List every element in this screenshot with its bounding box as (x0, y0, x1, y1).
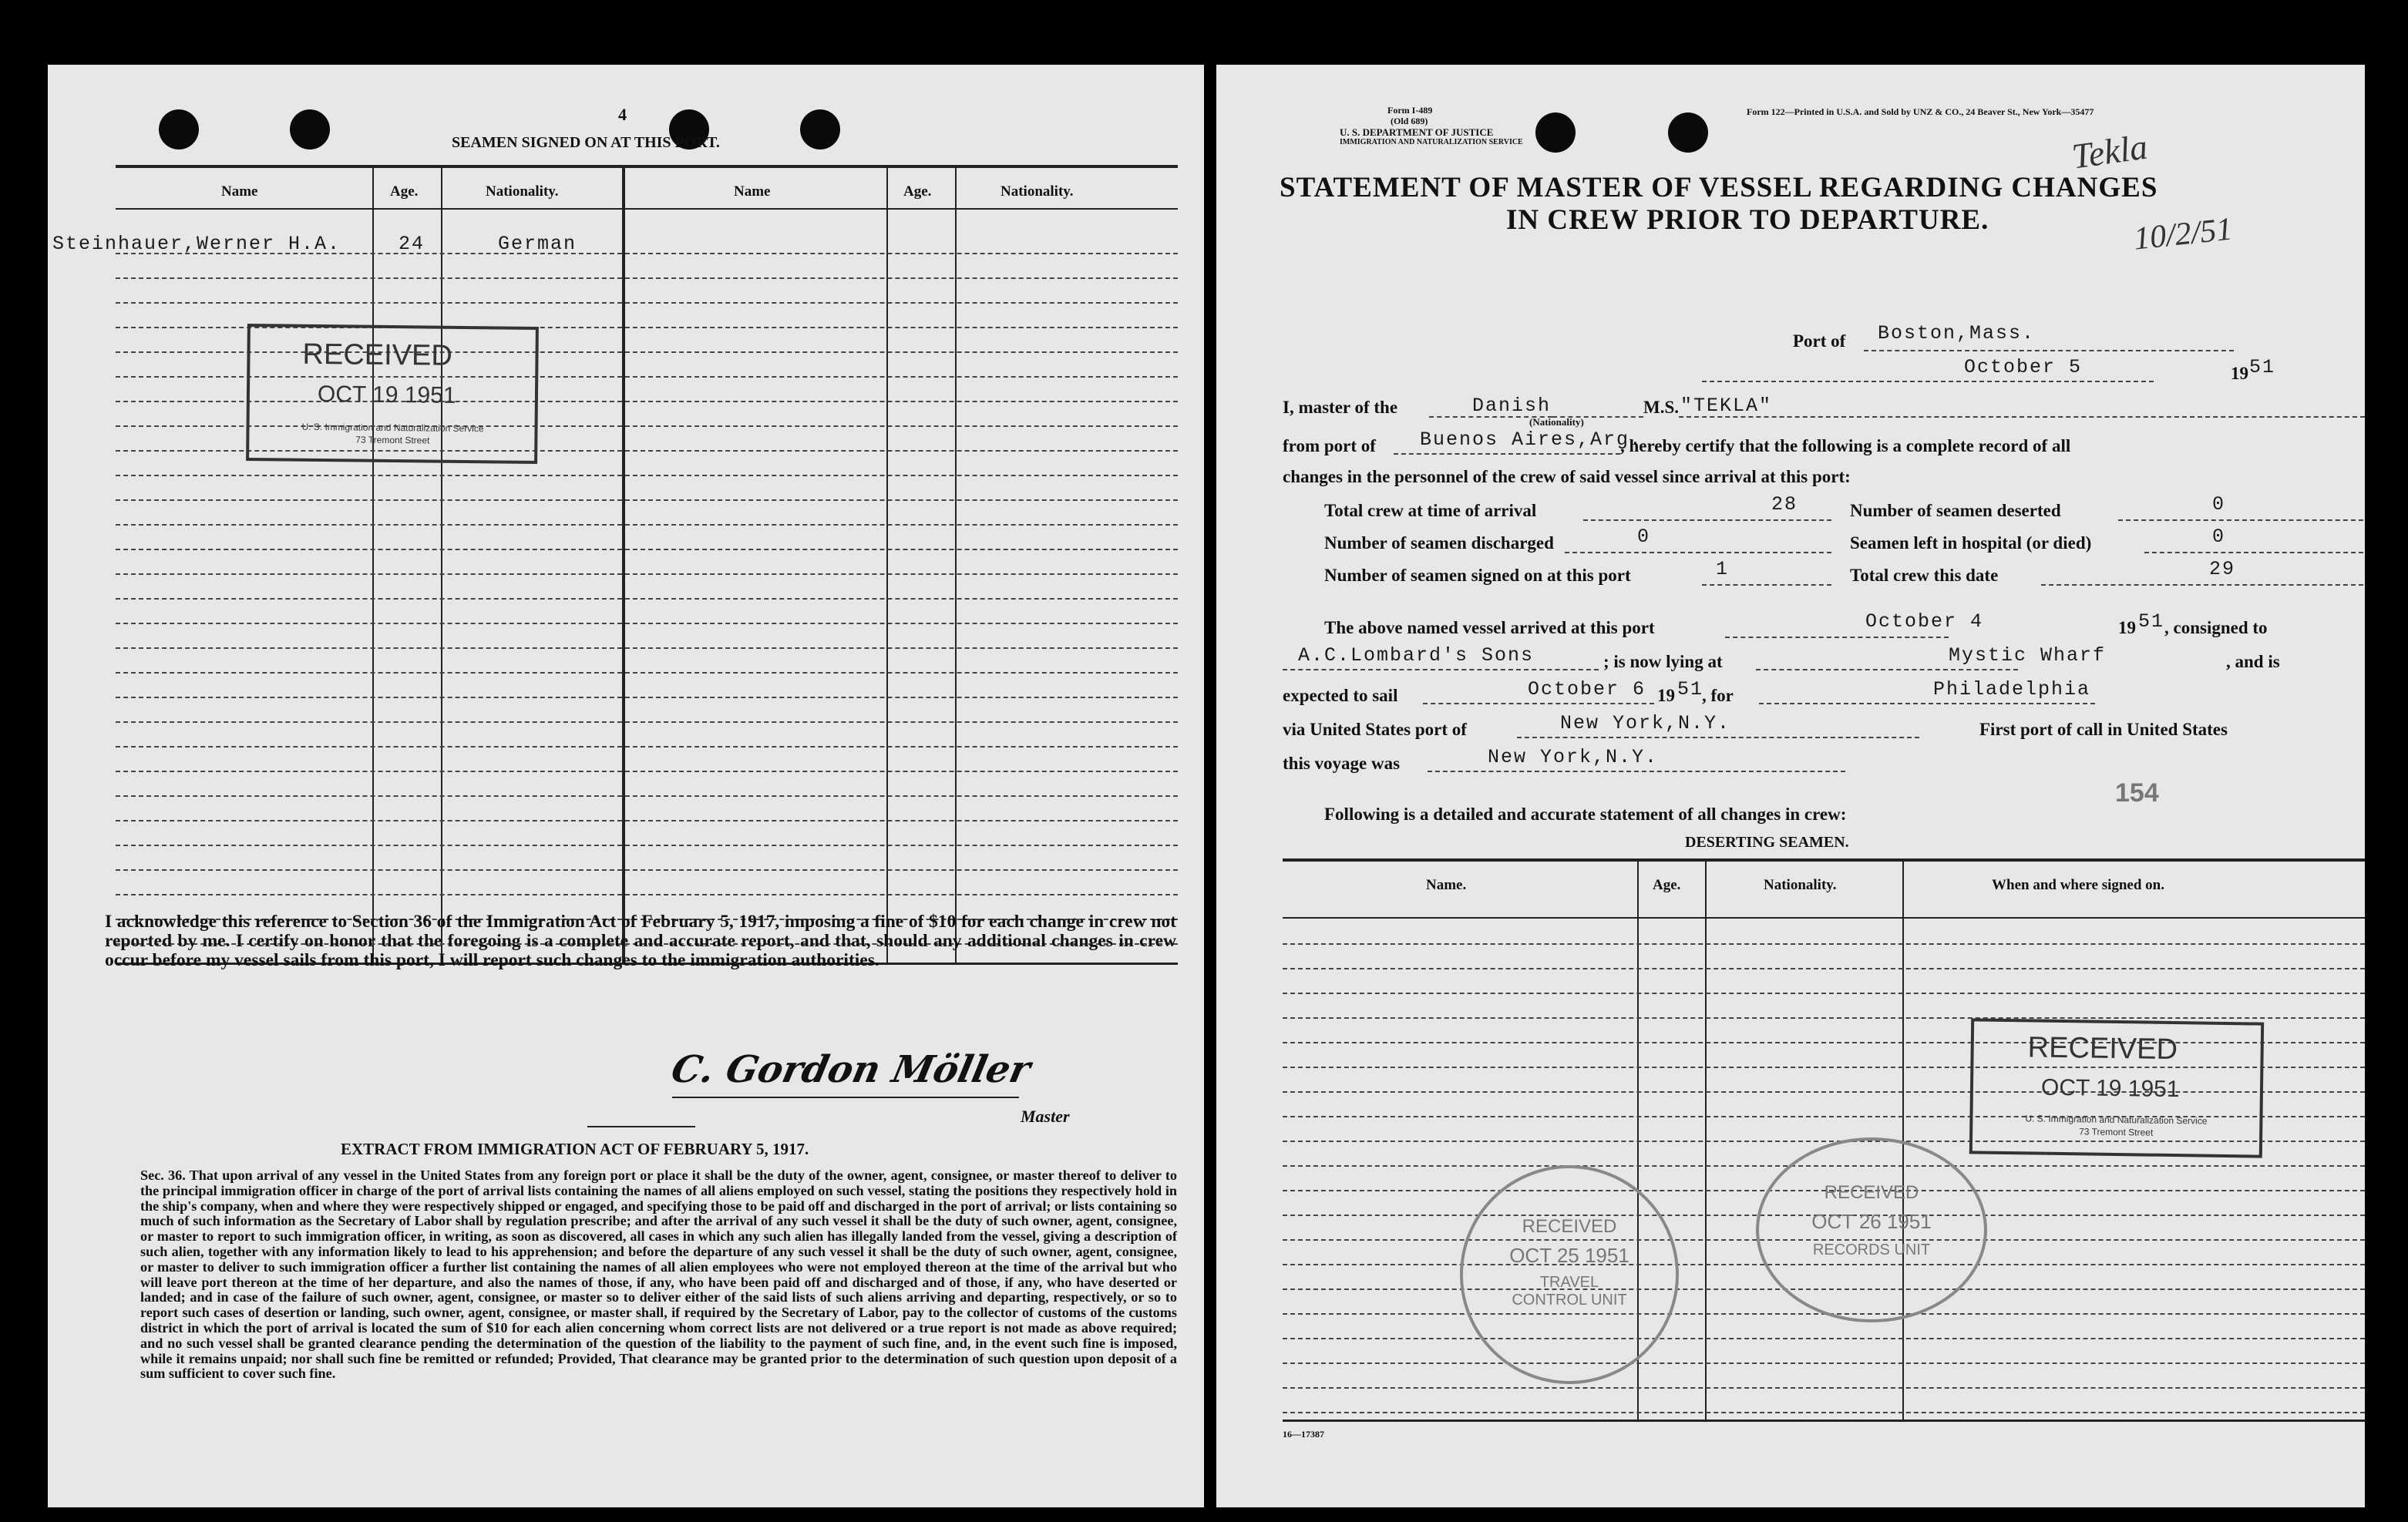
row-line (116, 475, 1178, 476)
row-line (1283, 1338, 2365, 1339)
punch-hole (290, 109, 330, 150)
nationality-caption: (Nationality) (1529, 416, 1584, 428)
master-label: I, master of the (1283, 398, 1398, 417)
row-line (116, 598, 1178, 600)
entry-nationality: German (498, 233, 577, 255)
row-line (116, 697, 1178, 698)
printer-line: Form 122—Printed in U.S.A. and Sold by UNZ & CO., 24 Beaver St., New York—35477 (1747, 106, 2094, 117)
total-crew-date-label: Total crew this date (1850, 566, 1999, 585)
punch-hole (1668, 113, 1708, 153)
circle1-date: OCT 25 1951 (1509, 1244, 1629, 1267)
row-line (116, 771, 1178, 772)
voyage-label: this voyage was (1283, 754, 1401, 773)
row-line (116, 795, 1178, 797)
col-header-name-2: Name (734, 183, 771, 200)
row-line (1283, 993, 2365, 994)
row-line (1283, 1362, 2365, 1364)
changes-text: changes in the personnel of the crew of said vessel since arrival at this port: (1283, 467, 1851, 486)
records-unit-stamp (1756, 1137, 1987, 1322)
stamp-date: OCT 19 1951 (317, 381, 456, 408)
left-page (48, 65, 1204, 1507)
stamp-line1: U. S. Immigration and Naturalization Service (301, 421, 484, 435)
page-number: 4 (618, 105, 627, 124)
year-value: 51 (2249, 356, 2276, 378)
travel-control-stamp (1460, 1165, 1679, 1384)
port-value: Boston,Mass. (1878, 322, 2036, 344)
arrived-year: 51 (2138, 610, 2165, 633)
discharged-value: 0 (1637, 526, 1651, 548)
footer-code: 16—17387 (1283, 1429, 1324, 1440)
row-line (116, 277, 1178, 279)
following-text: Following is a detailed and accurate statement of all changes in crew: (1324, 805, 1847, 824)
table-top-rule (116, 165, 1178, 168)
right-page (1216, 65, 2365, 1507)
lying-at: Mystic Wharf (1949, 644, 2107, 667)
date-value: October 5 (1964, 356, 2083, 378)
col-header-nationality: Nationality. (486, 183, 559, 200)
consignee: A.C.Lombard's Sons (1298, 644, 1535, 667)
arrived-year-prefix: 19 (2118, 618, 2136, 637)
arrived-label: The above named vessel arrived at this port (1324, 618, 1655, 637)
hospital-value: 0 (2212, 526, 2226, 548)
row-line (116, 302, 1178, 304)
received-stamp-right (1969, 1018, 2264, 1157)
row-line (116, 746, 1178, 748)
handwritten-vessel: Tekla (2069, 126, 2151, 176)
circle2-unit: RECORDS UNIT (1812, 1241, 1931, 1258)
col-header-nationality-r: Nationality. (1764, 877, 1837, 893)
circle2-date: OCT 26 1951 (1811, 1210, 1932, 1233)
nationality-value: Danish (1472, 395, 1552, 417)
stamp-line1-r: U. S. Immigration and Naturalization Service (2025, 1113, 2208, 1127)
row-line (116, 869, 1178, 871)
consigned-label: , consigned to (2164, 618, 2268, 637)
col-header-age-r: Age. (1653, 877, 1681, 893)
form-number: Form I-489 (1387, 105, 1433, 116)
from-port-label: from port of (1283, 436, 1376, 455)
circle1-unit: TRAVEL CONTROL UNIT (1512, 1274, 1627, 1309)
stamp-title: RECEIVED (302, 338, 453, 372)
form-old: (Old 689) (1391, 116, 1428, 126)
received-stamp (246, 324, 539, 464)
row-line (116, 894, 1178, 895)
stamp-line2: 73 Tremont Street (355, 434, 430, 446)
total-crew-date: 29 (2209, 558, 2236, 580)
stamp-date-r: OCT 19 1951 (2040, 1074, 2180, 1103)
row-line (1283, 943, 2365, 945)
row-line (116, 549, 1178, 550)
total-crew-arrival-label: Total crew at time of arrival (1324, 501, 1537, 520)
sail-date: October 6 (1528, 678, 1646, 701)
via-label: via United States port of (1283, 720, 1467, 739)
first-port: New York,N.Y. (1488, 746, 1659, 768)
circle1-received: RECEIVED (1522, 1216, 1617, 1237)
stamp-number: 154 (2115, 778, 2159, 808)
for-label: , for (1702, 686, 1734, 705)
total-crew-arrival: 28 (1771, 493, 1798, 516)
entry-name: Steinhauer,Werner H.A. (52, 233, 341, 255)
punch-hole (159, 109, 199, 150)
expected-label: expected to sail (1283, 686, 1398, 705)
department: U. S. DEPARTMENT OF JUSTICE (1340, 126, 1494, 138)
ms-prefix: M.S. (1643, 398, 1679, 417)
port-label: Port of (1793, 331, 1846, 351)
via-port: New York,N.Y. (1560, 712, 1731, 734)
deserted-label: Number of seamen deserted (1850, 501, 2061, 520)
row-line (116, 499, 1178, 501)
first-port-label: First port of call in United States (1979, 720, 2228, 739)
signed-on-value: 1 (1716, 558, 1730, 580)
row-line (116, 845, 1178, 846)
year-prefix: 19 (2231, 364, 2248, 383)
punch-hole (800, 109, 840, 150)
signature-line (672, 1097, 1019, 1098)
row-line (116, 623, 1178, 624)
deserting-title: DESERTING SEAMEN. (1685, 834, 1849, 851)
and-is: , and is (2226, 652, 2280, 671)
stamp-line2-r: 73 Tremont Street (2079, 1126, 2154, 1138)
certify-text: , hereby certify that the following is a complete record of all (1620, 436, 2071, 455)
col-header-age-2: Age. (903, 183, 932, 200)
from-port-value: Buenos Aires,Arg. (1420, 428, 1643, 451)
row-line (1283, 1017, 2365, 1019)
left-title: SEAMEN SIGNED ON AT THIS PORT. (452, 134, 720, 151)
row-line (1283, 1387, 2365, 1389)
punch-hole (1535, 113, 1576, 153)
discharged-label: Number of seamen discharged (1324, 533, 1554, 553)
deserting-table-top (1283, 858, 2365, 862)
row-line (1283, 1412, 2365, 1413)
circle2-received: RECEIVED (1824, 1182, 1919, 1203)
handwritten-date: 10/2/51 (2131, 211, 2235, 257)
master-signature: C. Gordon Möller (668, 1048, 1034, 1091)
service: IMMIGRATION AND NATURALIZATION SERVICE (1340, 138, 1523, 146)
row-line (116, 721, 1178, 723)
master-certification: I acknowledge this reference to Section 36 of the Immigration Act of February 5, 1917, imposing a fine of $10 for each change in crew not reported by me. I certify on honor that the foregoing is a complete and accurate report, and that, should any additional changes in crew occur before my vessel sails from this port, I will report such changes to the immigration authorities. (105, 912, 1176, 970)
deserted-value: 0 (2212, 493, 2226, 516)
signed-on-label: Number of seamen signed on at this port (1324, 566, 1631, 585)
arrived-date: October 4 (1865, 610, 1984, 633)
row-line (116, 820, 1178, 821)
entry-age: 24 (399, 233, 425, 255)
sail-year-prefix: 19 (1657, 686, 1675, 705)
col-header-age: Age. (390, 183, 419, 200)
stamp-title-r: RECEIVED (2027, 1031, 2178, 1067)
extract-title: EXTRACT FROM IMMIGRATION ACT OF FEBRUARY 5, 1917. (341, 1140, 809, 1158)
form-title-line2: IN CREW PRIOR TO DEPARTURE. (1506, 204, 1989, 236)
lying-label: ; is now lying at (1603, 652, 1723, 671)
row-line (116, 524, 1178, 526)
col-header-name-r: Name. (1426, 877, 1467, 893)
col-header-nationality-2: Nationality. (1001, 183, 1074, 200)
row-line (116, 672, 1178, 674)
col-header-when-where: When and where signed on. (1992, 877, 2165, 893)
row-line (116, 573, 1178, 575)
sail-year: 51 (1677, 678, 1704, 701)
vessel-name: "TEKLA" (1680, 395, 1773, 417)
table-header-rule (116, 208, 1178, 210)
deserting-table-bottom (1283, 1420, 2365, 1422)
destination: Philadelphia (1933, 678, 2091, 701)
signature-role: Master (1021, 1107, 1070, 1126)
deserting-table-header-rule (1283, 917, 2365, 919)
hospital-label: Seamen left in hospital (or died) (1850, 533, 2092, 553)
form-title-line1: STATEMENT OF MASTER OF VESSEL REGARDING CHANGES (1280, 172, 2158, 203)
row-line (116, 647, 1178, 649)
extract-text: Sec. 36. That upon arrival of any vessel in the United States from any foreign port or place it shall be the duty of the owner, agent, consignee, or master thereof to deliver to the principal immigration officer in charge of the port of arrival lists containing the names of all aliens employed on such vessel, stating the positions they respectively hold in the ship's company, when and where they were respectively shipped or engaged, and specifying those to be paid off and discharged in the port of arrival; or lists containing so much of such information as the Secretary of Labor shall by regulation prescribe; and after the arrival of any such vessel it shall be the duty of such owner, agent, consignee, or master to report to such immigration officer, in writing, as soon as discovered, all cases in which any such alien has illegally landed from the vessel, giving a description of such alien, together with any information likely to lead to his apprehension; and before the departure of any such vessel it shall be the duty of such owner, agent, consignee, or master to deliver to such immigration officer a further list containing the names of all alien employees who were not employed thereon at the time of the arrival but who will leave port thereon at the time of her departure, and also the names of those, if any, who have been paid off and discharged and of those, if any, who have deserted or landed; and in case of the failure of such owner, agent, consignee, or master so to deliver either of the said lists of such aliens arriving and departing, respectively, or so to report such cases of desertion or landing, such owner, agent, consignee, or master shall, if required by the Secretary of Labor, pay to the collector of customs of the customs district in which the port of arrival is located the sum of $10 for each alien concerning whom correct lists are not delivered or a true report is not made as above required; and no such vessel shall be granted clearance pending the determination of the question of the liability to the payment of such fine, and, in the event such fine is imposed, while it remains unpaid; nor shall such fine be remitted or refunded; Provided, That clearance may be granted prior to the determination of such question upon deposit of a sum sufficient to cover such fine. (140, 1168, 1177, 1382)
row-line (1283, 968, 2365, 969)
col-header-name: Name (221, 183, 258, 200)
